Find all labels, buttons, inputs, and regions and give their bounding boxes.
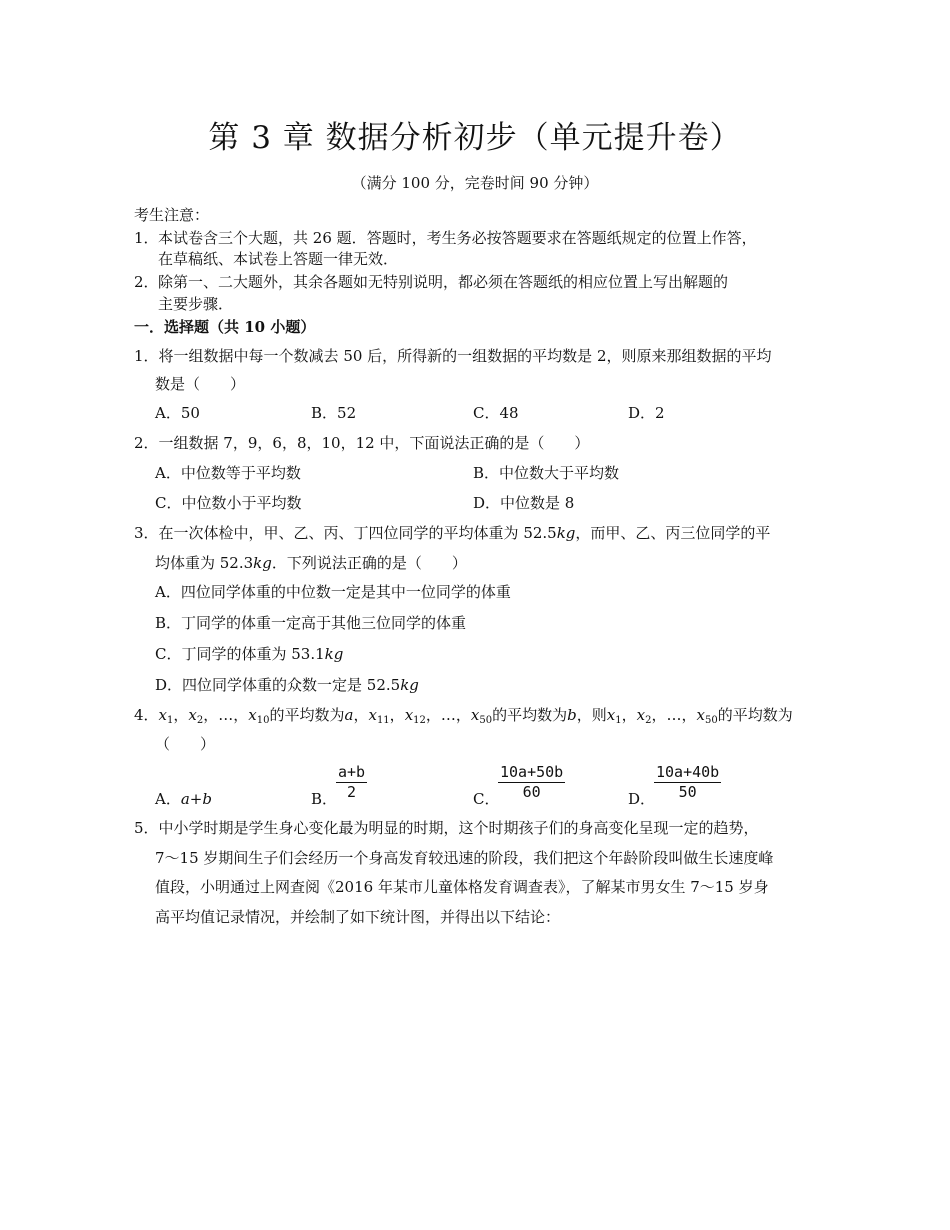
document-subtitle: （满分 100 分，完卷时间 90 分钟）	[351, 174, 599, 192]
question-4-option-c-label: C．	[473, 790, 500, 808]
question-3-option-c: C．丁同学的体重为 53.1kg	[155, 645, 344, 663]
question-2-option-c: C．中位数小于平均数	[155, 494, 302, 512]
question-4-option-d-label: D．	[628, 790, 656, 808]
notice-item-2-line2: 主要步骤．	[158, 295, 234, 313]
question-3-line1: 3．在一次体检中，甲、乙、丙、丁四位同学的平均体重为 52.5kg，而甲、乙、丙三位同学的平	[134, 524, 771, 542]
question-1-option-c: C．48	[473, 404, 519, 422]
fraction-numerator: 10a+40b	[656, 763, 720, 781]
question-5-line2: 7～15 岁期间生子们会经历一个身高发育较迅速的阶段，我们把这个年龄阶段叫做生长速度峰	[155, 849, 774, 867]
fraction-denominator: 60	[522, 783, 541, 801]
question-3-option-d: D．四位同学体重的众数一定是 52.5kg	[155, 676, 419, 694]
question-3-option-a: A．四位同学体重的中位数一定是其中一位同学的体重	[155, 583, 511, 601]
question-3-line2: 均体重为 52.3kg．下列说法正确的是（ ）	[155, 554, 467, 572]
question-1-option-a: A．50	[155, 404, 200, 422]
document-title: 第 3 章 数据分析初步（单元提升卷）	[208, 120, 742, 156]
notice-item-1-number: 1．	[134, 229, 159, 247]
question-2-option-b: B．中位数大于平均数	[473, 464, 620, 482]
question-5-line3: 值段，小明通过上网查阅《2016 年某市儿童体格发育调查表》，了解某市男女生 7～15 岁身	[155, 878, 769, 896]
question-4-option-b-fraction	[336, 764, 367, 801]
fraction-numerator: 10a+50b	[500, 763, 564, 781]
question-4-line2: （ ）	[155, 735, 216, 753]
notice-item-2-number: 2．	[134, 273, 159, 291]
fraction-denominator: 50	[678, 783, 697, 801]
question-1-line1: 1．将一组数据中每一个数减去 50 后，所得新的一组数据的平均数是 2，则原来那组数据的平均	[134, 347, 772, 365]
notice-heading: 考生注意：	[134, 206, 210, 224]
fraction-denominator: 2	[347, 783, 357, 801]
question-4-line1: 4．$x_1$，$x_2$，…，$x_{10}$的平均数为a，$x_{11}$，$x_{12}$，…，$x_{50}$的平均数为b，则$x_1$，$x_2$，…，$x_{50}$的平均数为	[134, 706, 793, 726]
notice-item-1-line2: 在草稿纸、本试卷上答题一律无效．	[158, 250, 399, 268]
section-1-title: 一．选择题（共 10 小题）	[134, 318, 316, 336]
question-1-option-d: D．2	[628, 404, 665, 422]
question-4-option-b-label: B．	[311, 790, 338, 808]
question-2-line1: 2．一组数据 7，9，6，8，10，12 中，下面说法正确的是（ ）	[134, 434, 590, 452]
question-2-option-d: D．中位数是 8	[473, 494, 575, 512]
question-5-line1: 5．中小学时期是学生身心变化最为明显的时期，这个时期孩子们的身高变化呈现一定的趋势，	[134, 819, 759, 837]
question-4-option-d-fraction	[654, 764, 721, 801]
question-4-option-c-fraction	[498, 764, 565, 801]
notice-item-2-line1: 除第一、二大题外，其余各题如无特别说明，都必须在答题纸的相应位置上写出解题的	[158, 273, 729, 291]
question-3-option-b: B．丁同学的体重一定高于其他三位同学的体重	[155, 614, 467, 632]
question-2-option-a: A．中位数等于平均数	[155, 464, 301, 482]
question-5-line4: 高平均值记录情况，并绘制了如下统计图，并得出以下结论：	[155, 908, 561, 926]
notice-item-1-line1: 本试卷含三个大题，共 26 题．答题时，考生务必按答题要求在答题纸规定的位置上作答，	[158, 229, 757, 247]
question-1-line2: 数是（ ）	[155, 375, 246, 393]
fraction-numerator: a+b	[338, 763, 366, 781]
question-4-option-a: A．a+b	[155, 790, 212, 808]
question-1-option-b: B．52	[311, 404, 357, 422]
